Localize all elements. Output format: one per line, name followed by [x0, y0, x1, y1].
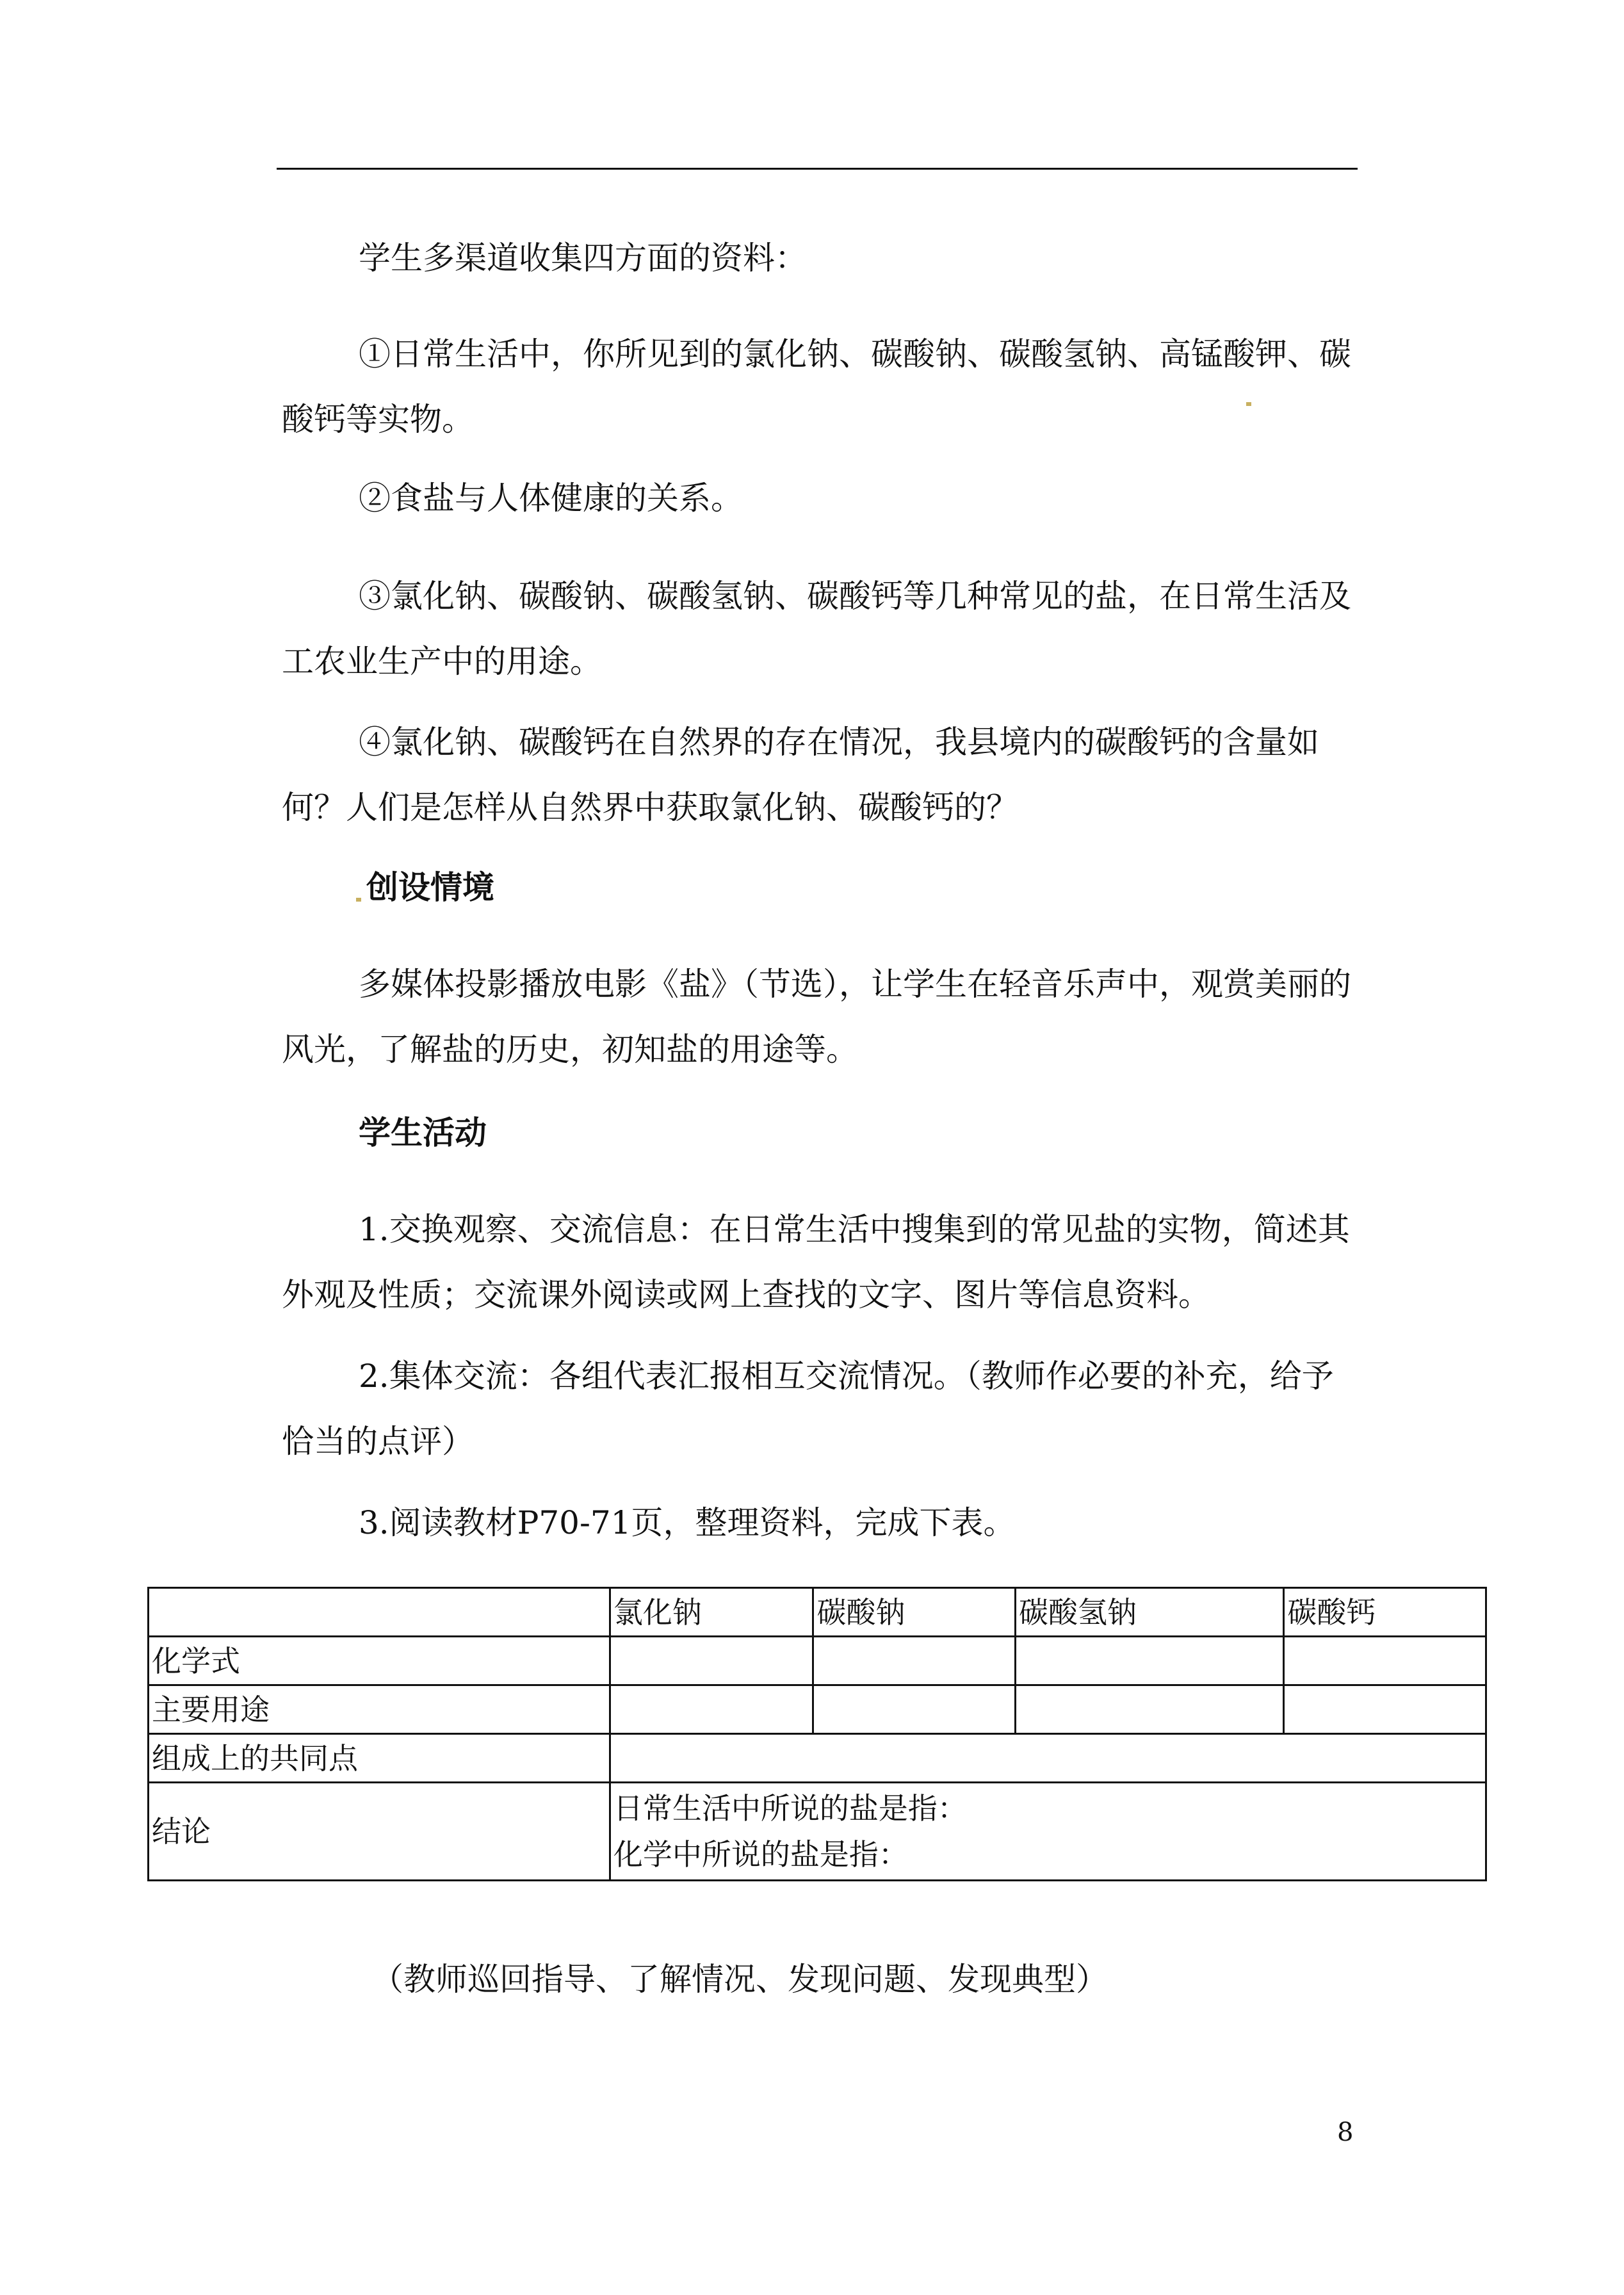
table-cell	[610, 1734, 1486, 1783]
table-row	[149, 1637, 1486, 1685]
item-2-paragraph: ②食盐与人体健康的关系。	[359, 480, 743, 517]
item-3-paragraph: ③氯化钠、碳酸钠、碳酸氢钠、碳酸钙等几种常见的盐，在日常生活及工农业生产中的用途。	[282, 578, 1351, 680]
activity-1-paragraph: 1.交换观察、交流信息：在日常生活中搜集到的常见盐的实物，简述其外观及性质；交流课外阅读或网上查找的文字、图片等信息资料。	[282, 1211, 1350, 1313]
page-number: 8	[1337, 2118, 1354, 2147]
teacher-note: （教师巡回指导、了解情况、发现问题、发现典型）	[371, 1961, 1108, 1998]
row-label-use: 主要用途	[149, 1685, 610, 1734]
conclusion-cell	[610, 1783, 1486, 1881]
table-cell	[813, 1637, 1016, 1685]
table-cell	[1016, 1685, 1284, 1734]
table-header-cell: 碳酸氢钠	[1016, 1588, 1284, 1637]
table-cell	[1016, 1637, 1284, 1685]
intro-paragraph: 学生多渠道收集四方面的资料：	[359, 239, 807, 277]
conclusion-line-chemistry: 化学中所说的盐是指：	[613, 1837, 908, 1872]
row-label-conclusion: 结论	[149, 1783, 610, 1881]
item-1-paragraph: ①日常生活中，你所见到的氯化钠、碳酸钠、碳酸氢钠、高锰酸钾、碳酸钙等实物。	[282, 336, 1351, 438]
section-heading-activity: 学生活动	[359, 1114, 487, 1151]
scan-mark	[356, 898, 361, 902]
row-label-formula: 化学式	[149, 1637, 610, 1685]
table-cell	[813, 1685, 1016, 1734]
activity-3-paragraph: 3.阅读教材P70-71页，整理资料，完成下表。	[359, 1504, 1016, 1541]
table-header-cell: 碳酸钙	[1284, 1588, 1486, 1637]
item-4-paragraph: ④氯化钠、碳酸钙在自然界的存在情况，我县境内的碳酸钙的含量如何？人们是怎样从自然界中获取氯化钠、碳酸钙的？	[282, 724, 1319, 826]
table-cell	[610, 1637, 813, 1685]
table-header-cell: 氯化钠	[610, 1588, 813, 1637]
table-header-row	[149, 1588, 1486, 1637]
table-cell	[1284, 1685, 1486, 1734]
header-rule	[277, 168, 1358, 170]
table-row	[149, 1783, 1486, 1881]
table-cell	[1284, 1637, 1486, 1685]
scenario-paragraph: 多媒体投影播放电影《盐》（节选），让学生在轻音乐声中，观赏美丽的风光，了解盐的历史，初知盐的用途等。	[282, 966, 1351, 1068]
salt-comparison-table	[147, 1587, 1487, 1881]
table-header-cell	[149, 1588, 610, 1637]
table-row	[149, 1734, 1486, 1783]
table-cell	[610, 1685, 813, 1734]
activity-2-paragraph: 2.集体交流：各组代表汇报相互交流情况。（教师作必要的补充，给予恰当的点评）	[282, 1358, 1334, 1460]
table-row	[149, 1685, 1486, 1734]
section-heading-scenario: 创设情境	[366, 869, 494, 906]
table-header-cell: 碳酸钠	[813, 1588, 1016, 1637]
row-label-common: 组成上的共同点	[149, 1734, 610, 1783]
scan-mark	[1246, 402, 1251, 406]
conclusion-line-daily: 日常生活中所说的盐是指：	[613, 1791, 967, 1826]
